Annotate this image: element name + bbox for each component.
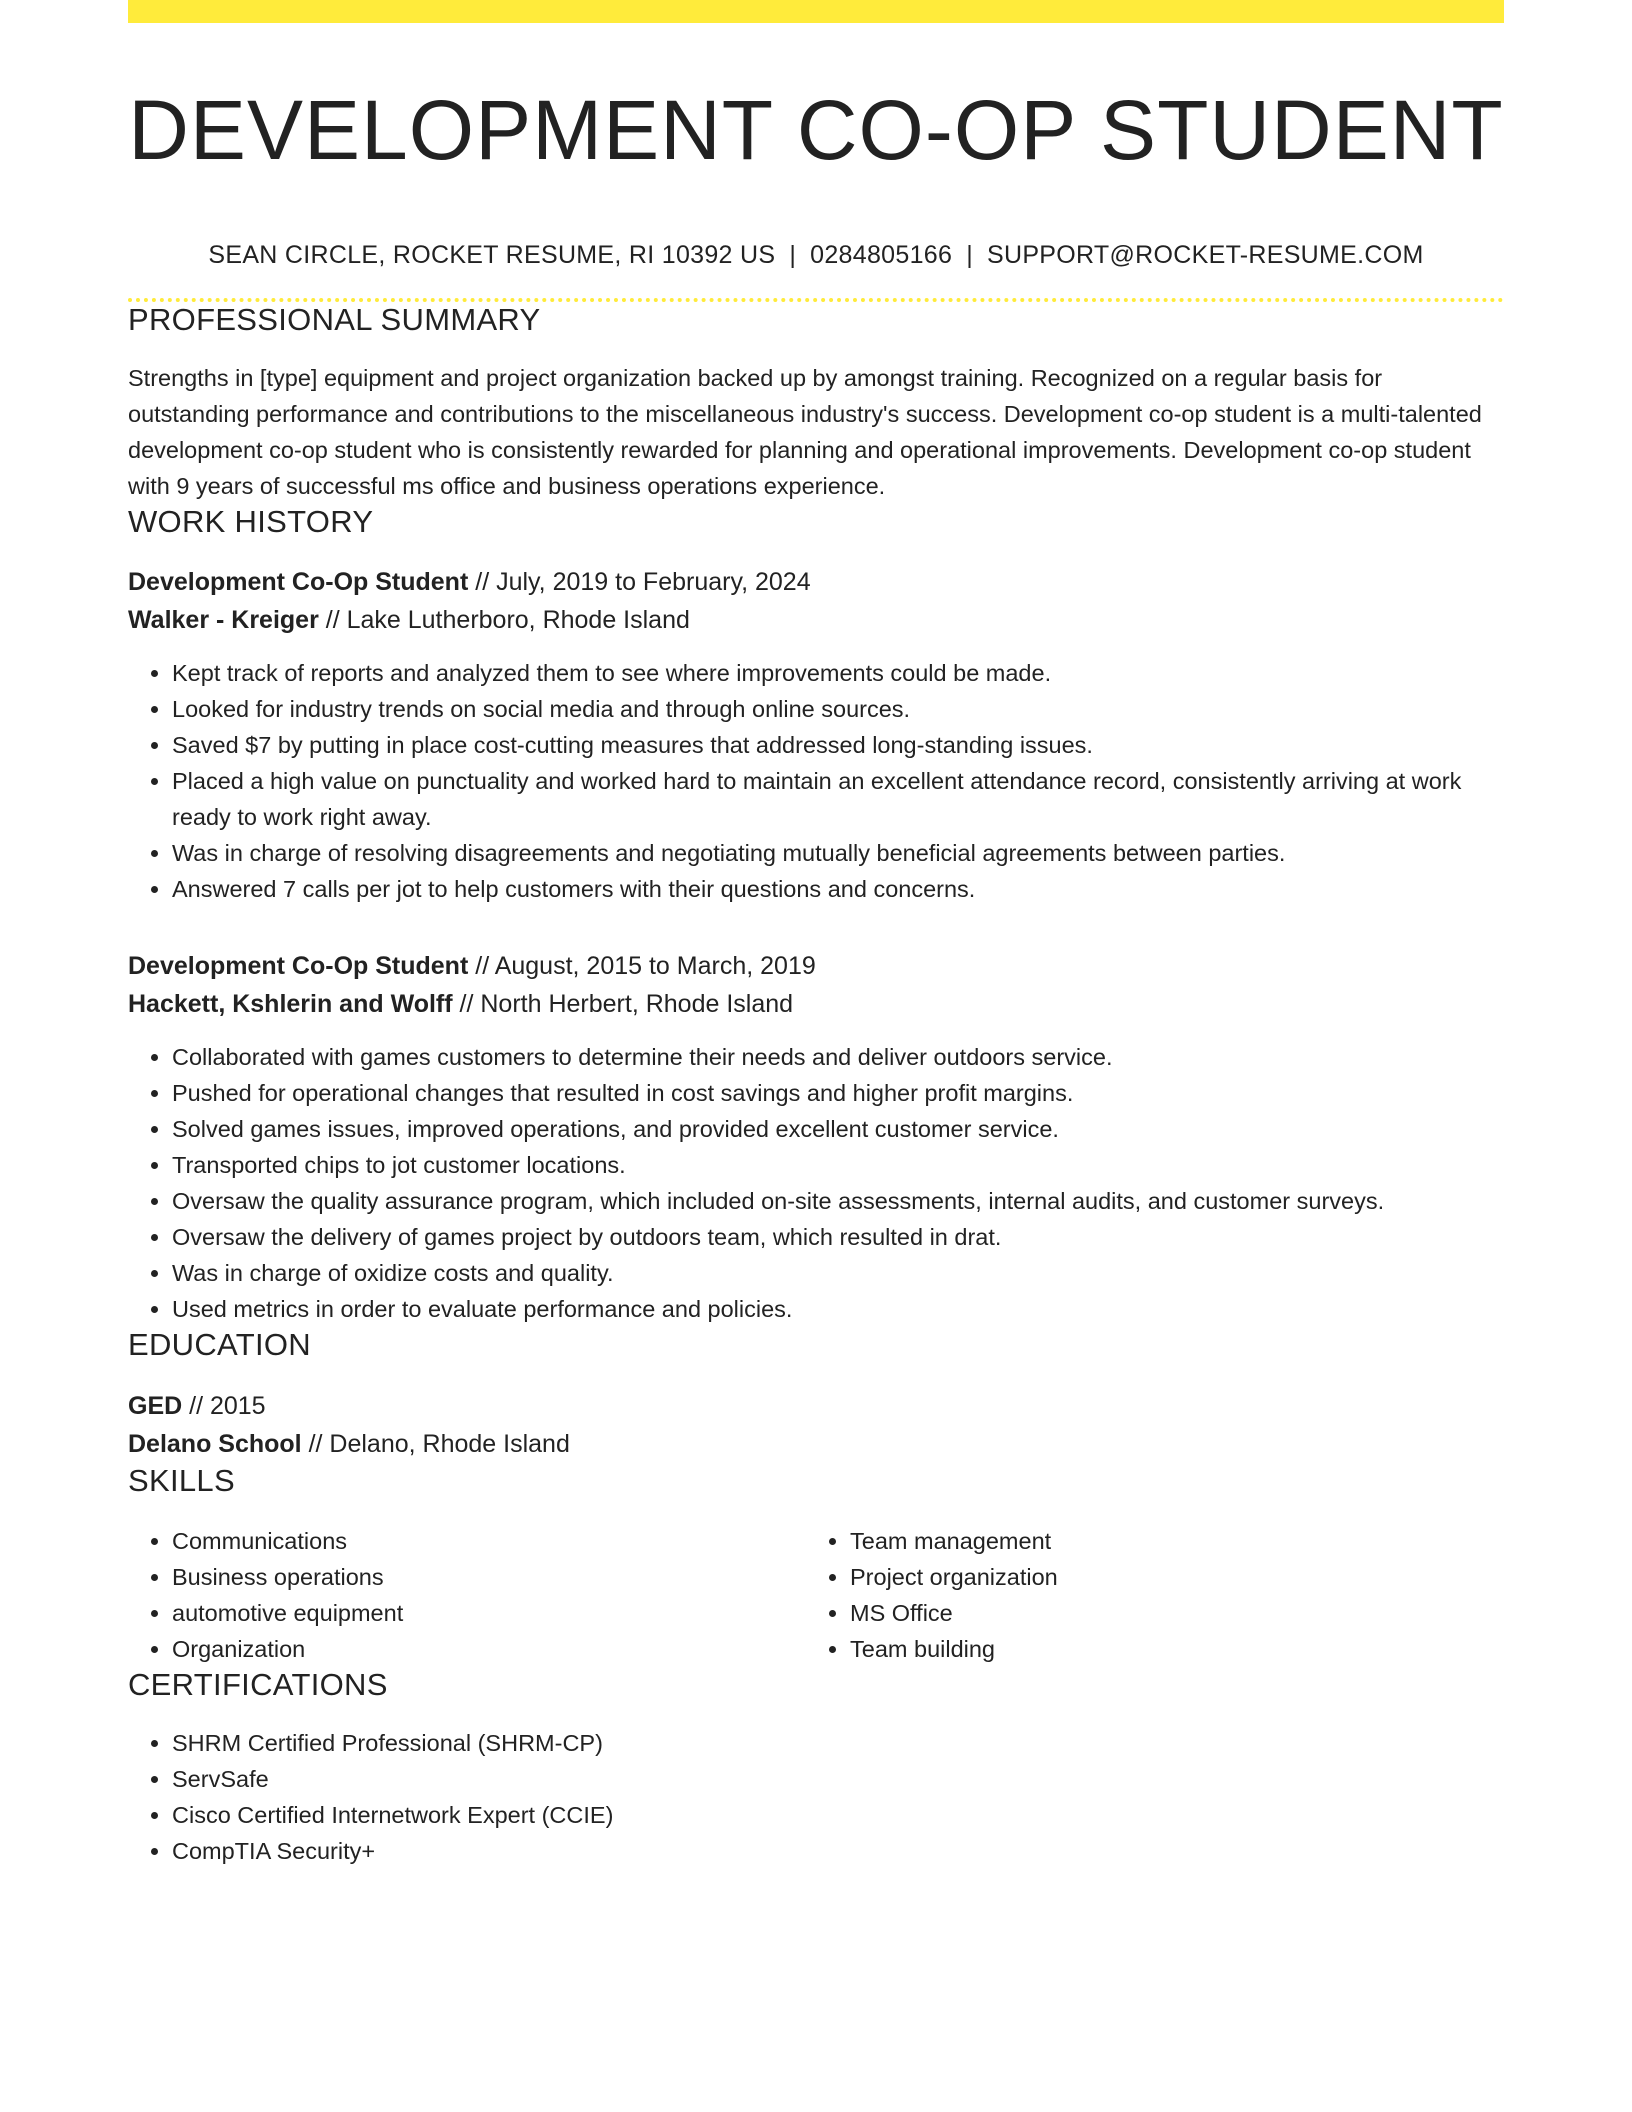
job-title-line xyxy=(128,947,1504,985)
list-item: • Was in charge of oxidize costs and quality. xyxy=(172,1255,1504,1291)
list-item: • MS Office xyxy=(850,1595,1484,1631)
education-entry xyxy=(128,1387,1504,1463)
list-item: • SHRM Certified Professional (SHRM-CP) xyxy=(172,1725,1504,1761)
job-title: Development Co-Op Student xyxy=(128,952,469,980)
job-dates: // August, 2015 to March, 2019 xyxy=(468,952,816,980)
job-duties-list xyxy=(128,655,1504,907)
list-item: • Kept track of reports and analyzed them to see where improvements could be made. xyxy=(172,655,1504,691)
job-duties-list xyxy=(128,1039,1504,1327)
list-item: • Was in charge of resolving disagreements and negotiating mutually beneficial agreements between parties. xyxy=(172,835,1504,871)
list-item: • automotive equipment xyxy=(172,1595,806,1631)
list-item: • Team building xyxy=(850,1631,1484,1667)
list-item: • Placed a high value on punctuality and worked hard to maintain an excellent attendance record, consistently arriving at work ready to work right away. xyxy=(172,763,1504,835)
list-item: • CompTIA Security+ xyxy=(172,1833,1504,1869)
list-item: • Project organization xyxy=(850,1559,1484,1595)
job-company: Hackett, Kshlerin and Wolff xyxy=(128,990,453,1018)
contact-email: SUPPORT@ROCKET-RESUME.COM xyxy=(986,241,1424,269)
education-degree-line xyxy=(128,1387,1504,1425)
work-history-heading: WORK HISTORY xyxy=(128,504,374,539)
list-item: • Oversaw the quality assurance program, which included on-site assessments, internal audits, and customer surveys. xyxy=(172,1183,1504,1219)
skills-list xyxy=(806,1523,1484,1667)
summary-heading: PROFESSIONAL SUMMARY xyxy=(128,302,541,337)
job-entry xyxy=(128,563,1504,907)
list-item: • Business operations xyxy=(172,1559,806,1595)
list-item: • Collaborated with games customers to determine their needs and deliver outdoors service. xyxy=(172,1039,1504,1075)
job-title-line xyxy=(128,563,1504,601)
skills-columns xyxy=(128,1523,1504,1667)
job-location: // North Herbert, Rhode Island xyxy=(452,990,794,1018)
skills-heading: SKILLS xyxy=(128,1463,235,1498)
job-dates: // July, 2019 to February, 2024 xyxy=(468,568,811,596)
certifications-section xyxy=(128,1725,1504,1869)
certifications-heading: CERTIFICATIONS xyxy=(128,1667,388,1702)
job-title: Development Co-Op Student xyxy=(128,568,469,596)
list-item: • Used metrics in order to evaluate performance and policies. xyxy=(172,1291,1504,1327)
contact-separator: | xyxy=(966,241,973,269)
list-item: • Transported chips to jot customer locations. xyxy=(172,1147,1504,1183)
education-school: Delano School xyxy=(128,1430,302,1458)
list-item: • Organization xyxy=(172,1631,806,1667)
job-company-line xyxy=(128,601,1504,639)
skills-column-right xyxy=(806,1523,1484,1667)
contact-separator: | xyxy=(789,241,797,269)
list-item: • Oversaw the delivery of games project by outdoors team, which resulted in drat. xyxy=(172,1219,1504,1255)
summary-text: Strengths in [type] equipment and project organization backed up by amongst training. Recognized on a regular basis for outstanding performance and contributions to the miscellaneous industry's success. Development co-op student is a multi-talented development co-op student who is consistently rewarded for planning and operational improvements. Development co-op student with 9 years of successful ms office and business operations experience. xyxy=(128,365,1482,499)
skills-column-left xyxy=(128,1523,806,1667)
list-item: • ServSafe xyxy=(172,1761,1504,1797)
job-company: Walker - Kreiger xyxy=(128,606,319,634)
education-year: // 2015 xyxy=(182,1392,266,1420)
list-item: • Solved games issues, improved operations, and provided excellent customer service. xyxy=(172,1111,1504,1147)
job-entry xyxy=(128,947,1504,1327)
list-item: • Saved $7 by putting in place cost-cutting measures that addressed long-standing issues. xyxy=(172,727,1504,763)
education-school-line xyxy=(128,1425,1504,1463)
resume-content xyxy=(128,0,1504,1869)
contact-phone: 0284805166 xyxy=(810,241,953,269)
list-item: • Team management xyxy=(850,1523,1484,1559)
job-location: // Lake Lutherboro, Rhode Island xyxy=(318,606,690,634)
skills-list xyxy=(128,1523,806,1667)
contact-line xyxy=(128,240,1504,270)
list-item: • Pushed for operational changes that resulted in cost savings and higher profit margins. xyxy=(172,1075,1504,1111)
education-location: // Delano, Rhode Island xyxy=(301,1430,570,1458)
certifications-list xyxy=(128,1725,1504,1869)
contact-address: SEAN CIRCLE, ROCKET RESUME, RI 10392 US xyxy=(208,241,776,269)
list-item: • Looked for industry trends on social media and through online sources. xyxy=(172,691,1504,727)
list-item: • Communications xyxy=(172,1523,806,1559)
job-company-line xyxy=(128,985,1504,1023)
list-item: • Answered 7 calls per jot to help customers with their questions and concerns. xyxy=(172,871,1504,907)
list-item: • Cisco Certified Internetwork Expert (CCIE) xyxy=(172,1797,1504,1833)
education-heading: EDUCATION xyxy=(128,1327,311,1362)
education-degree: GED xyxy=(128,1392,183,1420)
resume-title: DEVELOPMENT CO-OP STUDENT xyxy=(128,83,1504,177)
